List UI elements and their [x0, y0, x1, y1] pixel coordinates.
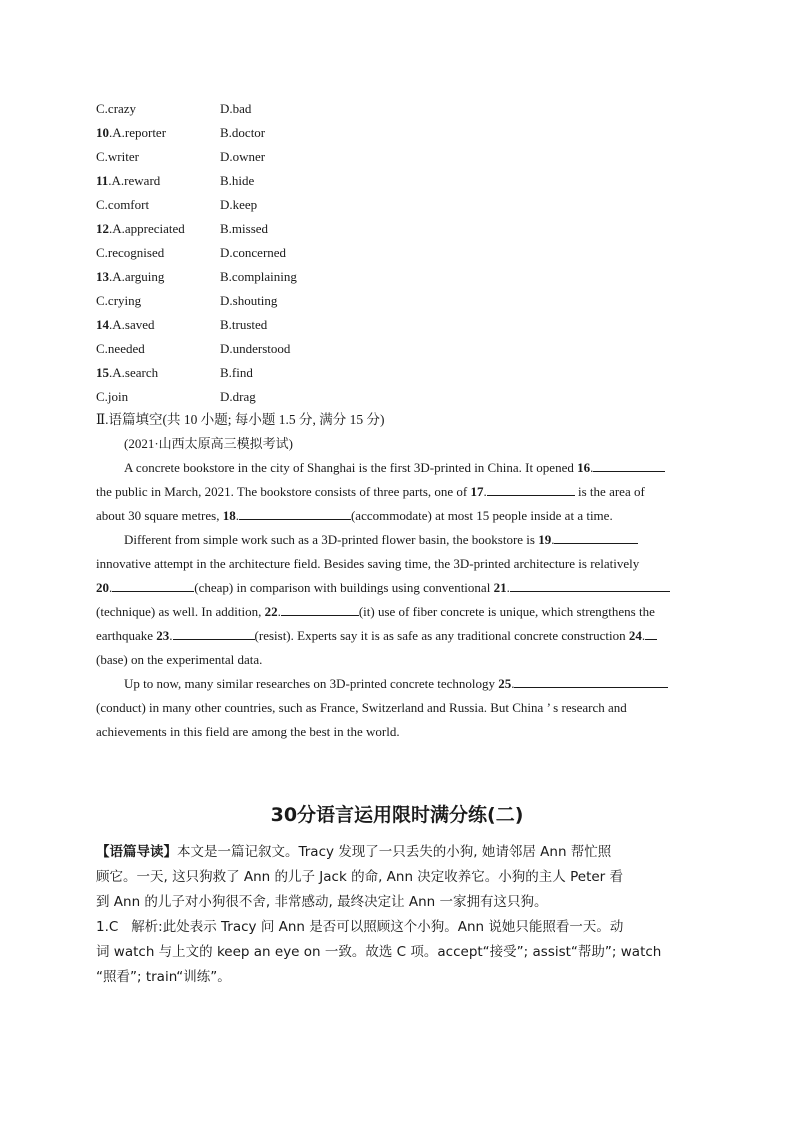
option-row [96, 314, 297, 338]
option-b: B.doctor [220, 125, 266, 140]
blank-number: 23 [156, 628, 170, 643]
option-text: .A.reporter [109, 125, 167, 140]
option-text: .A.appreciated [109, 221, 185, 236]
option-a [96, 146, 220, 168]
answer-blank [554, 529, 638, 544]
blank-number: 17 [470, 484, 484, 499]
option-a [96, 218, 220, 240]
question-number: 12 [96, 221, 109, 236]
passage-paragraph-3 [96, 672, 700, 744]
passage-line: the public in March, 2021. The bookstore consists of three parts, one of 17. is the area of [96, 480, 700, 504]
question-number: 14 [96, 317, 109, 332]
passage-line: achievements in this field are among the best in the world. [96, 724, 400, 739]
option-a [96, 98, 220, 120]
passage-line: 20. (cheap) in comparison with buildings using conventional 21. [96, 576, 700, 600]
option-text: C.comfort [96, 197, 150, 212]
option-a [96, 314, 220, 336]
guide-line: 顾它。一天, 这只狗救了 Ann 的儿子 Jack 的命, Ann 决定收养它。小狗的主人 Peter 看 [96, 869, 624, 885]
option-b: B.missed [220, 221, 269, 236]
option-b: D.owner [220, 149, 266, 164]
option-text: C.writer [96, 149, 139, 164]
question-number: 15 [96, 365, 109, 380]
answer-blank [239, 505, 351, 520]
answer-number: 1.C [96, 919, 119, 935]
option-row [96, 218, 297, 242]
analysis-label: 解析: [131, 919, 163, 935]
option-row [96, 386, 297, 410]
answer-guide [96, 840, 700, 990]
passage-line: A concrete bookstore in the city of Shanghai is the first 3D-printed in China. It opened 16. [96, 456, 700, 480]
option-text: C.crying [96, 293, 142, 308]
option-text: .A.search [109, 365, 159, 380]
answer-blank [645, 625, 657, 640]
blank-number: 16 [577, 460, 591, 475]
guide-label: 【语篇导读】 [96, 844, 177, 860]
option-b: D.understood [220, 341, 291, 356]
passage-line: (base) on the experimental data. [96, 652, 263, 667]
option-row [96, 98, 297, 122]
guide-line: 到 Ann 的儿子对小狗很不舍, 非常感动, 最终决定让 Ann 一家拥有这只狗。 [96, 894, 548, 910]
option-a [96, 242, 220, 264]
option-row [96, 194, 297, 218]
option-a [96, 290, 220, 312]
option-b: D.keep [220, 197, 258, 212]
passage-line: (conduct) in many other countries, such as France, Switzerland and Russia. But China ’ s research and [96, 700, 627, 715]
option-a [96, 338, 220, 360]
option-row [96, 290, 297, 314]
option-a [96, 362, 220, 384]
options-list [96, 98, 297, 410]
blank-number: 19 [538, 532, 552, 547]
option-a [96, 266, 220, 288]
option-row [96, 266, 297, 290]
passage-line: about 30 square metres, 18. (accommodate) at most 15 people inside at a time. [96, 504, 700, 528]
answer-line: 词 watch 与上文的 keep an eye on 一致。故选 C 项。accept“接受”; assist“帮助”; watch [96, 944, 662, 960]
option-b: D.bad [220, 101, 252, 116]
option-row [96, 146, 297, 170]
passage-paragraph-2 [96, 528, 700, 672]
option-text: C.crazy [96, 101, 137, 116]
option-text: C.needed [96, 341, 145, 356]
option-text: .A.arguing [109, 269, 165, 284]
answer-line: “照看”; train“训练”。 [96, 969, 231, 985]
option-a [96, 194, 220, 216]
guide-line: 【语篇导读】本文是一篇记叙文。Tracy 发现了一只丢失的小狗, 她请邻居 Ann 帮忙照 [96, 844, 612, 860]
option-row [96, 362, 297, 386]
blank-number: 18 [222, 508, 236, 523]
answer-blank [281, 601, 359, 616]
blank-number: 22 [264, 604, 278, 619]
answer-blank [514, 673, 668, 688]
option-b: B.find [220, 365, 253, 380]
blank-number: 21 [493, 580, 507, 595]
passage-paragraph-1 [96, 456, 700, 528]
option-a [96, 122, 220, 144]
blank-number: 20 [96, 580, 109, 595]
question-number: 13 [96, 269, 109, 284]
option-b: B.hide [220, 173, 255, 188]
answer-blank [593, 457, 665, 472]
passage-source: (2021·山西太原高三模拟考试) [124, 436, 293, 451]
option-row [96, 242, 297, 266]
option-b: B.trusted [220, 317, 268, 332]
option-b: D.shouting [220, 293, 278, 308]
option-row [96, 122, 297, 146]
option-text: C.recognised [96, 245, 165, 260]
option-row [96, 338, 297, 362]
option-b: B.complaining [220, 269, 297, 284]
passage-line: Different from simple work such as a 3D-printed flower basin, the bookstore is 19. [96, 528, 700, 552]
question-number: 10 [96, 125, 109, 140]
option-a [96, 386, 220, 408]
option-a [96, 170, 220, 192]
blank-number: 24 [628, 628, 642, 643]
option-b: D.concerned [220, 245, 287, 260]
option-text: C.join [96, 389, 129, 404]
option-text: .A.reward [108, 173, 161, 188]
question-number: 11 [96, 173, 109, 188]
passage-line: innovative attempt in the architecture field. Besides saving time, the 3D-printed architecture is relatively [96, 556, 640, 571]
answer-line: 1.C 解析:此处表示 Tracy 问 Ann 是否可以照顾这个小狗。Ann 说她只能照看一天。动 [96, 919, 624, 935]
section-title: Ⅱ.语篇填空(共 10 小题; 每小题 1.5 分, 满分 15 分) [96, 412, 385, 427]
blank-number: 25 [498, 676, 512, 691]
answer-section-title: 30分语言运用限时满分练(二) [270, 804, 524, 826]
answer-blank [487, 481, 575, 496]
answer-blank [510, 577, 670, 592]
answer-blank [173, 625, 255, 640]
passage-line: earthquake 23. (resist). Experts say it is as safe as any traditional concrete construction 24. [96, 624, 700, 648]
passage-line: (technique) as well. In addition, 22. (it) use of fiber concrete is unique, which strengthens the [96, 600, 700, 624]
option-text: .A.saved [109, 317, 155, 332]
option-b: D.drag [220, 389, 256, 404]
answer-blank [112, 577, 194, 592]
option-row [96, 170, 297, 194]
passage-line: Up to now, many similar researches on 3D-printed concrete technology 25. [96, 672, 700, 696]
